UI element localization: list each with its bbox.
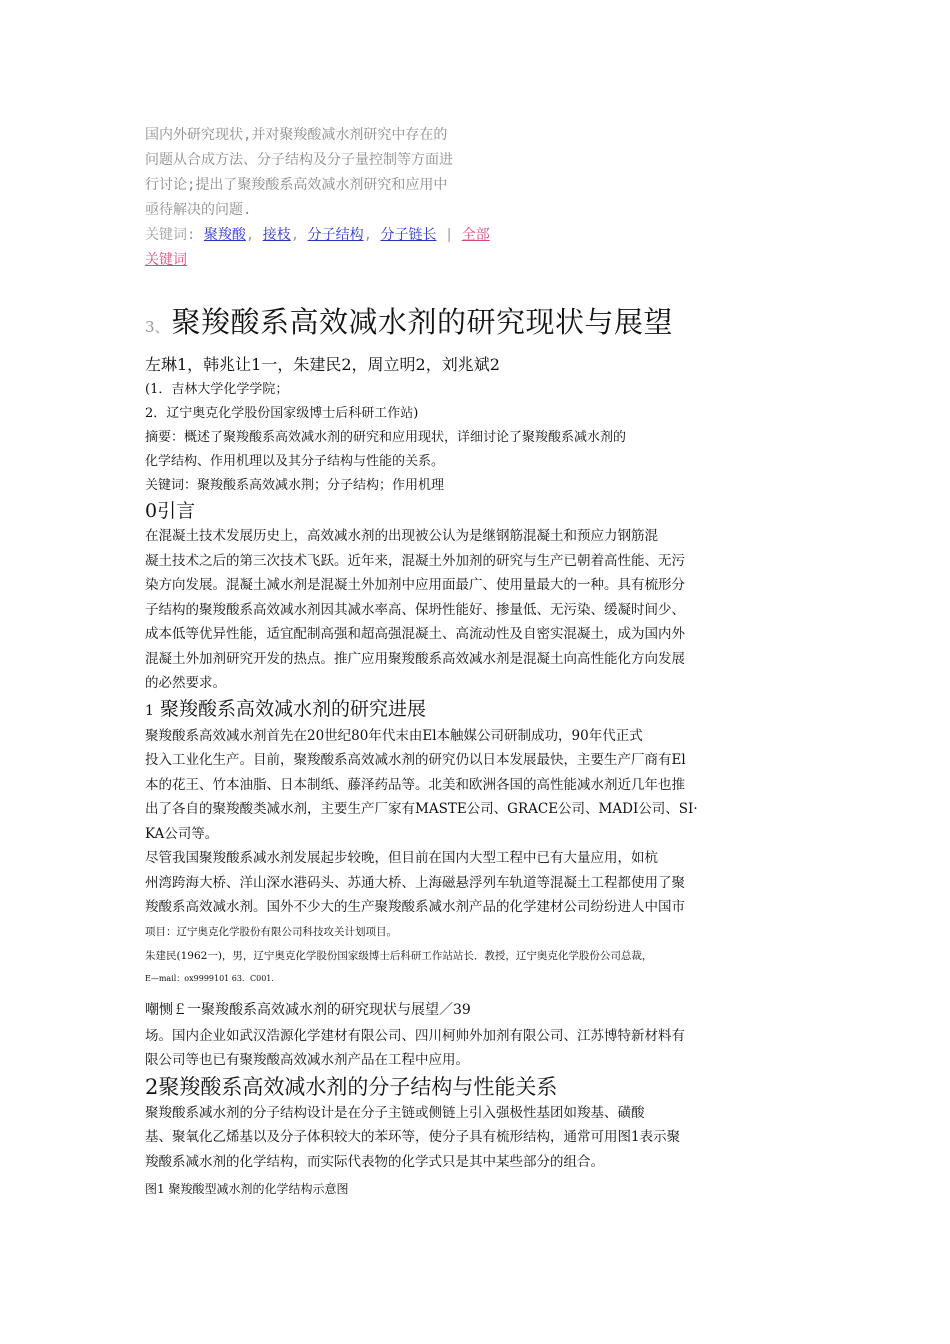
body-line: 聚羧酸系减水剂的分子结构设计是在分子主链或侧链上引入强极性基团如羧基、磺酸 [145,1104,645,1121]
keywords-label: 关键词: [145,227,196,243]
body-line: 尽管我国聚羧酸系减水剂发展起步较晚，但目前在国内大型工程中已有大量应用，如杭 [145,850,658,866]
snippet-line: 国内外研究现状,并对聚羧酸减水剂研究中存在的 [145,127,448,143]
snippet-line: 问题从合成方法、分子结构及分子量控制等方面进 [145,152,453,168]
abstract-line: 摘要：概述了聚羧酸系高效减水剂的研究和应用现状，详细讨论了聚羧酸系减水剂的 [145,430,627,445]
snippet-abstract [145,123,505,273]
body-line: 羧酸系减水剂的化学结构，而实际代表物的化学式只是其中某些部分的组合。 [145,1153,604,1170]
body-line: 羧酸系高效减水剂。国外不少大的生产聚羧酸系减水剂产品的化学建材公司纷纷进人中国市 [145,899,685,915]
article-title-row [145,300,745,350]
body-line: 的必然要求。 [145,675,226,691]
article-title: 聚羧酸系高效减水剂的研究现状与展望 [171,305,674,339]
body-line: 投入工业化生产。目前，聚羧酸系高效减水剂的研究仍以日本发展最快，主要生产厂商有El [145,752,686,768]
article [145,300,745,1202]
figure-caption: 图1 聚羧酸型减水剂的化学结构示意图 [145,1182,349,1196]
keywords-row: 关键词: 聚羧酸, 接枝, 分子结构, 分子链长 | 全部 [145,227,490,243]
keyword-link-molecular-structure[interactable]: 分子结构 [307,227,364,243]
affiliation: (1．吉林大学化学学院； [145,382,289,397]
abstract-line: 化学结构、作用机理以及其分子结构与性能的关系。 [145,454,445,469]
body-line: 凝土技术之后的第三次技术飞跃。近年来，混凝土外加剂的研究与生产已朝着高性能、无污 [145,552,685,569]
section-heading-intro: 0引言 [145,500,196,522]
running-head: 嘲恻￡一聚羧酸系高效减水剂的研究现状与展望／39 [145,1001,471,1018]
body-line: 成本低等优异性能，适宜配制高强和超高强混凝土、高流动性及自密实混凝土，成为国内外 [145,626,685,642]
body-line: 聚羧酸系高效减水剂首先在20世纪80年代末由El本触媒公司研制成功，90年代正式 [145,727,643,744]
body-line: 染方向发展。混凝土减水剂是混凝土外加剂中应用面最广、使用量最大的一种。具有梳形分 [145,577,685,593]
section-heading-2: 2聚羧酸系高效减水剂的分子结构与性能关系 [145,1074,558,1099]
body-line: 场。国内企业如武汉浩源化学建材有限公司、四川柯帅外加剂有限公司、江苏博特新材料有 [145,1027,685,1044]
all-keywords-link[interactable]: 全部 [461,227,490,243]
footnote: 朱建民(1962一)，男，辽宁奥克化学股份国家级博士后科研工作站站长．教授，辽宁奥克化学股份公司总裁， [145,949,653,962]
body-line: 在混凝土技术发展历史上，高效减水剂的出现被公认为是继钢筋混凝土和预应力钢筋混 [145,528,658,544]
all-keywords-link-cont[interactable]: 关键词 [145,252,187,268]
section-number: 1 [145,702,154,719]
body-line: 限公司等也已有聚羧酸高效减水剂产品在工程中应用。 [145,1052,469,1068]
snippet-line: 亟待解决的问题. [145,202,252,218]
body-line: 出了各自的聚羧酸类减水剂，主要生产厂家有MASTE公司、GRACE公司、MADI公司、SI· [145,801,698,817]
snippet-line: 行讨论;提出了聚羧酸系高效减水剂研究和应用中 [145,177,448,193]
article-number: 3、 [145,318,170,336]
section-title: 聚羧酸系高效减水剂的研究进展 [159,697,426,720]
footnote-email: E—mail：ox9999101 63．C001． [145,973,280,983]
keyword-link-grafting[interactable]: 接枝 [262,227,291,243]
section-heading-1 [145,696,745,724]
keyword-link-polycarboxylic[interactable]: 聚羧酸 [203,227,246,243]
keywords-line: 关键词：聚羧酸系高效减水荆；分子结构；作用机理 [145,478,445,493]
body-line: 子结构的聚羧酸系高效减水剂因其减水率高、保坍性能好、掺量低、无污染、缓凝时间少、 [145,601,685,618]
footnote: 项目：辽宁奥克化学股份有限公司科技攻关计划项目。 [145,925,397,938]
body-line: 混凝土外加剂研究开发的热点。推广应用聚羧酸系高效减水剂是混凝土向高性能化方向发展 [145,650,685,667]
keyword-link-chain-length[interactable]: 分子链长 [380,227,437,243]
body-line: 州湾跨海大桥、洋山深水港码头、苏通大桥、上海磁悬浮列车轨道等混凝土工程都使用了聚 [145,874,685,891]
authors: 左琳1，韩兆让1一，朱建民2，周立明2，刘兆斌2 [145,355,500,374]
body-line: 基、聚氧化乙烯基以及分子体积较大的苯环等，使分子具有梳形结构，通常可用图1表示聚 [145,1129,681,1145]
body-line: 本的花王、竹本油脂、日本制纸、藤泽药品等。北美和欧洲各国的高性能减水剂近几年也推 [145,776,685,793]
affiliation: 2．辽宁奥克化学股份国家级博士后科研工作站) [145,406,419,421]
body-line: KA公司等。 [145,825,219,842]
